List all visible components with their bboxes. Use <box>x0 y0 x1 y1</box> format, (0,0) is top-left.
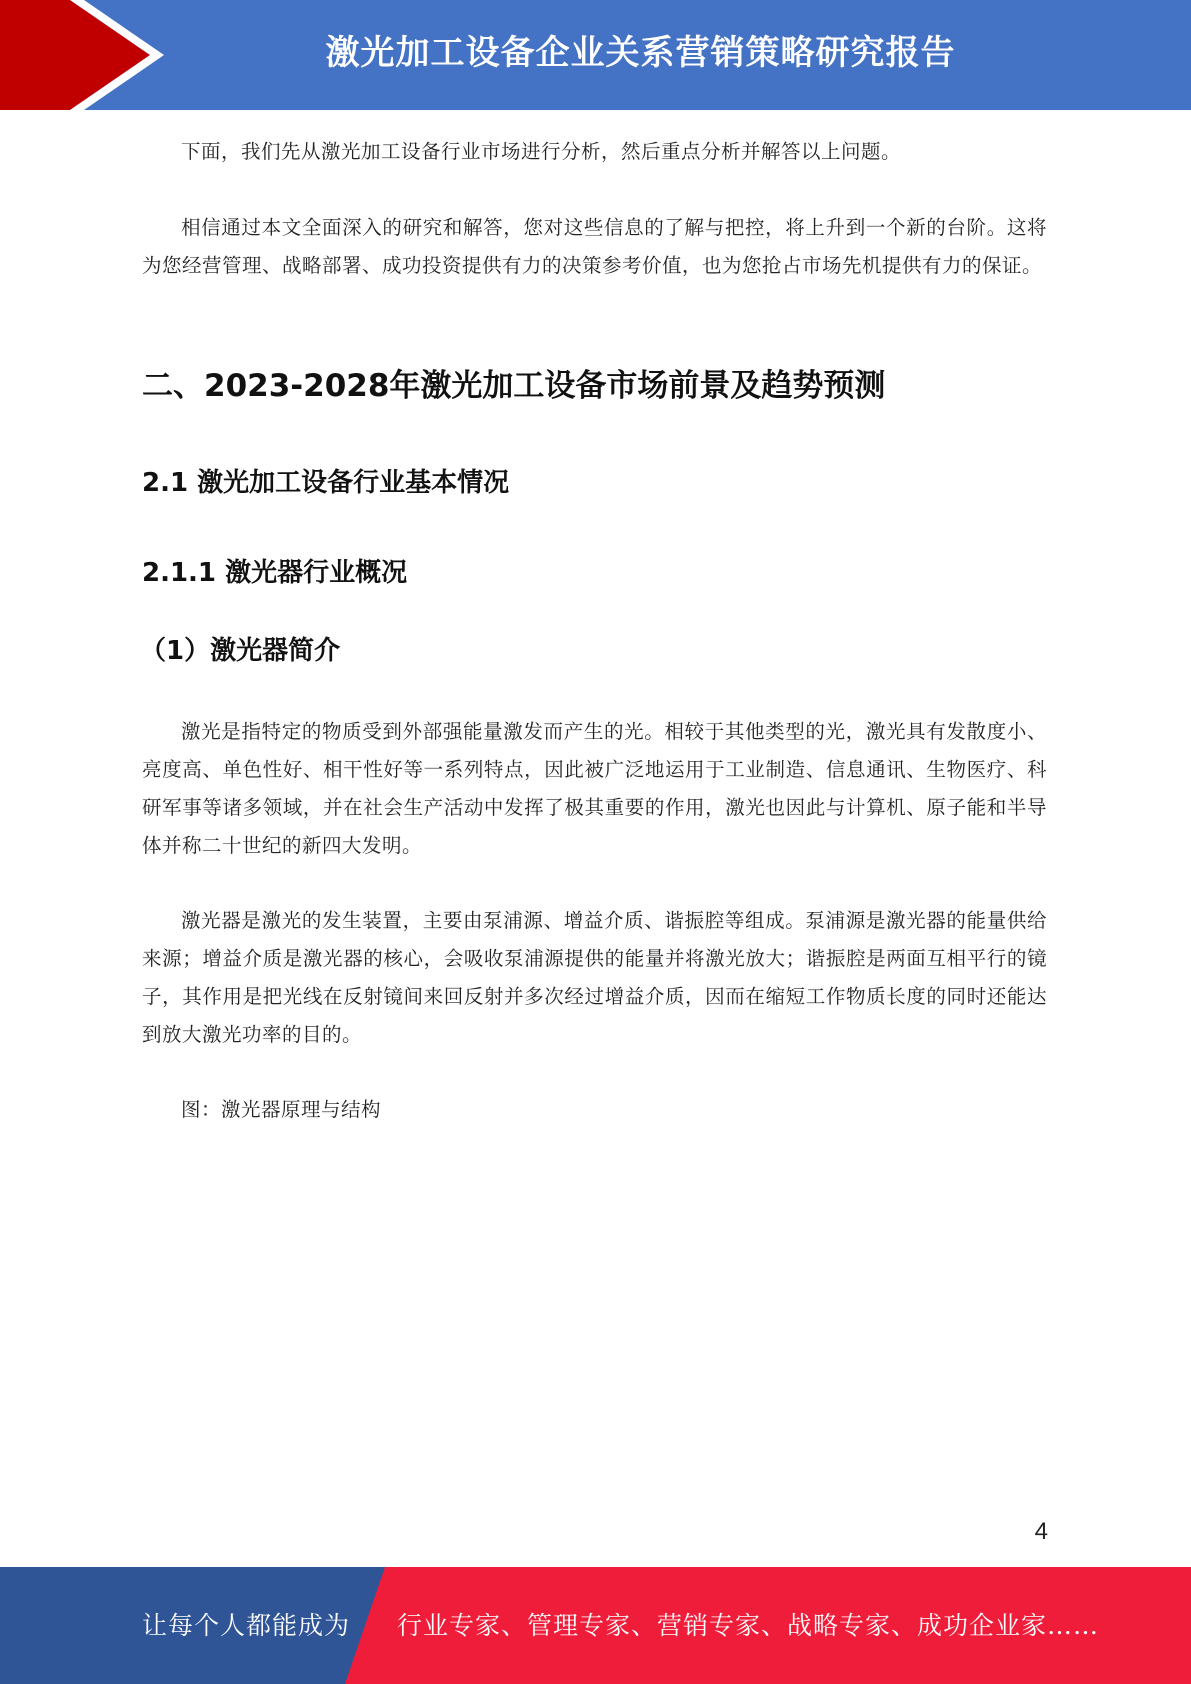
figure-caption: 图：激光器原理与结构 <box>181 1098 382 1121</box>
trust-paragraph: 相信通过本文全面深入的研究和解答，您对这些信息的了解与把控，将上升到一个新的台阶。这将为您经营管理、战略部署、成功投资提供有力的决策参考价值，也为您抢占市场先机提供有力的保证。 <box>142 216 1047 277</box>
section-heading: 二、2023-2028年激光加工设备市场前景及趋势预测 <box>142 368 886 404</box>
laser-paragraph: 激光是指特定的物质受到外部强能量激发而产生的光。相较于其他类型的光，激光具有发散度小、亮度高、单色性好、相干性好等一系列特点，因此被广泛地运用于工业制造、信息通讯、生物医疗、科研军事等诸多领域，并在社会生产活动中发挥了极其重要的作用，激光也因此与计算机、原子能和半导体并称二十世纪的新四大发明。 <box>142 720 1047 857</box>
device-paragraph: 激光器是激光的发生装置，主要由泵浦源、增益介质、谐振腔等组成。泵浦源是激光器的能量供给来源；增益介质是激光器的核心，会吸收泵浦源提供的能量并将激光放大；谐振腔是两面互相平行的镜子，其作用是把光线在反射镜间来回反射并多次经过增益介质，因而在缩短工作物质长度的同时还能达到放大激光功率的目的。 <box>142 909 1047 1046</box>
subsubsection-heading: 2.1.1 激光器行业概况 <box>142 558 408 588</box>
footer-slogan-left: 让每个人都能成为 <box>142 1611 351 1640</box>
item-heading: （1）激光器简介 <box>140 636 341 666</box>
subsection-heading: 2.1 激光加工设备行业基本情况 <box>142 468 510 498</box>
footer-slogan-right: 行业专家、管理专家、营销专家、战略专家、成功企业家…… <box>397 1611 1100 1640</box>
report-title: 激光加工设备企业关系营销策略研究报告 <box>325 33 956 73</box>
intro-paragraph: 下面，我们先从激光加工设备行业市场进行分析，然后重点分析并解答以上问题。 <box>181 140 902 163</box>
header-banner <box>0 0 1191 110</box>
page-number: 4 <box>1034 1518 1048 1545</box>
footer-banner <box>0 1567 1191 1684</box>
